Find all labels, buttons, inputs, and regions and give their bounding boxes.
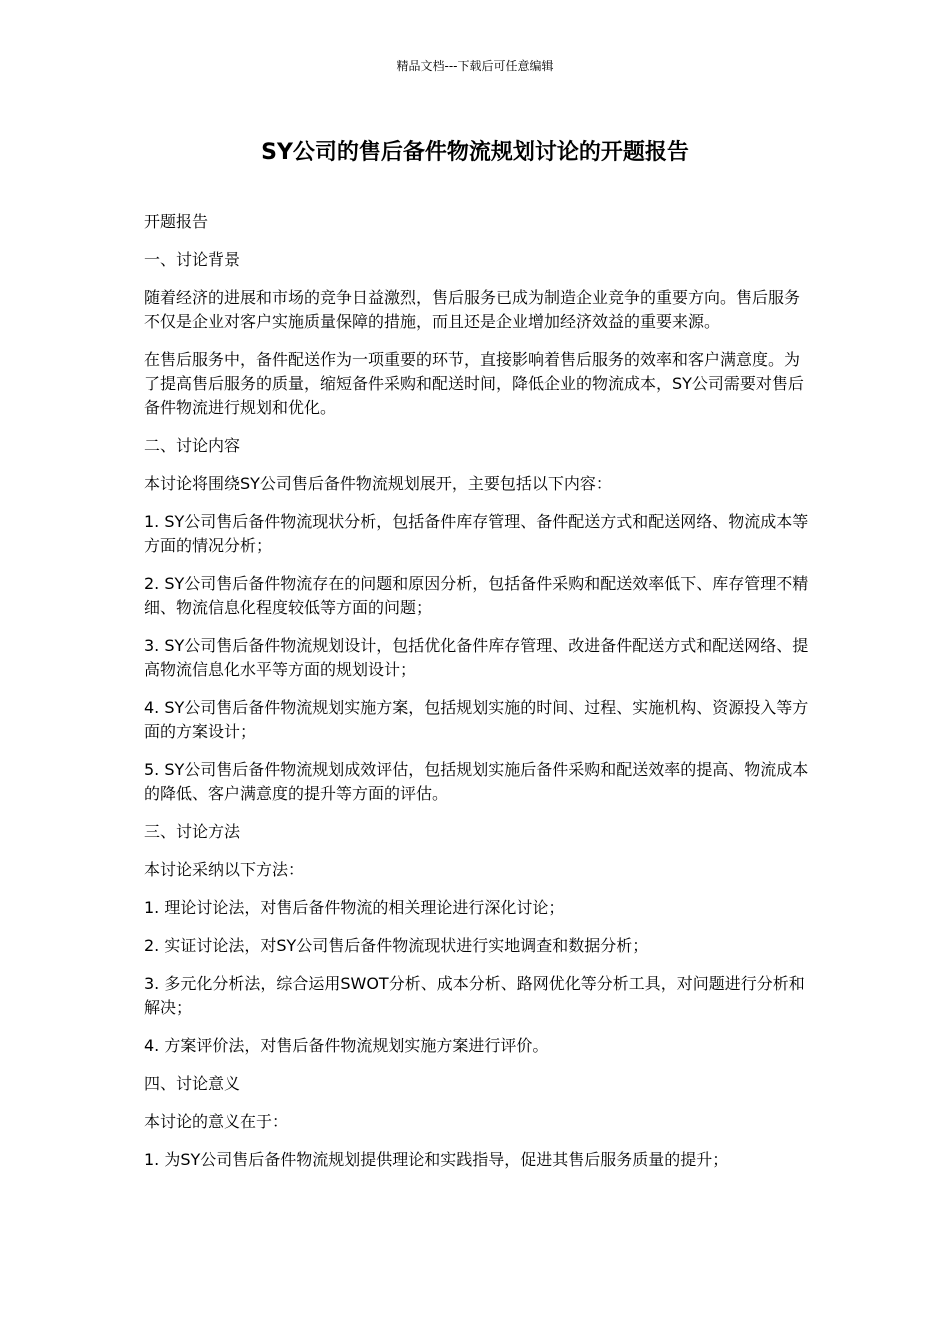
paragraph: 在售后服务中，备件配送作为一项重要的环节，直接影响着售后服务的效率和客户满意度。为了提高售后服务的质量，缩短备件采购和配送时间，降低企业的物流成本，SY公司需要对售后备件物流进行规划和优化。 xyxy=(144,350,804,417)
section-heading: 一、讨论背景 xyxy=(144,250,241,269)
list-item: 2. SY公司售后备件物流存在的问题和原因分析，包括备件采购和配送效率低下、库存管理不精细、物流信息化程度较低等方面的问题； xyxy=(144,574,809,617)
list-item: 1. 为SY公司售后备件物流规划提供理论和实践指导，促进其售后服务质量的提升； xyxy=(144,1150,729,1169)
list-item: 3. SY公司售后备件物流规划设计，包括优化备件库存管理、改进备件配送方式和配送网络、提高物流信息化水平等方面的规划设计； xyxy=(144,636,809,679)
document-title: SY公司的售后备件物流规划讨论的开题报告 xyxy=(261,140,689,165)
paragraph: 本讨论将围绕SY公司售后备件物流规划展开，主要包括以下内容： xyxy=(144,474,612,493)
section-heading: 四、讨论意义 xyxy=(144,1074,241,1093)
paragraph: 随着经济的进展和市场的竞争日益激烈，售后服务已成为制造企业竞争的重要方向。售后服务不仅是企业对客户实施质量保障的措施，而且还是企业增加经济效益的重要来源。 xyxy=(144,288,801,331)
section-heading: 三、讨论方法 xyxy=(144,822,241,841)
list-item: 3. 多元化分析法，综合运用SWOT分析、成本分析、路网优化等分析工具，对问题进行分析和解决； xyxy=(144,974,805,1017)
list-item: 4. 方案评价法，对售后备件物流规划实施方案进行评价。 xyxy=(144,1036,549,1055)
list-item: 1. SY公司售后备件物流现状分析，包括备件库存管理、备件配送方式和配送网络、物流成本等方面的情况分析； xyxy=(144,512,809,555)
paragraph: 本讨论采纳以下方法： xyxy=(144,860,305,879)
list-item: 1. 理论讨论法，对售后备件物流的相关理论进行深化讨论； xyxy=(144,898,565,917)
header-note: 精品文档---下载后可任意编辑 xyxy=(396,59,554,73)
paragraph: 本讨论的意义在于： xyxy=(144,1112,289,1131)
document-body xyxy=(144,210,810,1186)
section-label: 开题报告 xyxy=(144,212,209,231)
list-item: 5. SY公司售后备件物流规划成效评估，包括规划实施后备件采购和配送效率的提高、物流成本的降低、客户满意度的提升等方面的评估。 xyxy=(144,760,809,803)
list-item: 2. 实证讨论法，对SY公司售后备件物流现状进行实地调查和数据分析； xyxy=(144,936,649,955)
section-heading: 二、讨论内容 xyxy=(144,436,241,455)
list-item: 4. SY公司售后备件物流规划实施方案，包括规划实施的时间、过程、实施机构、资源投入等方面的方案设计； xyxy=(144,698,809,741)
